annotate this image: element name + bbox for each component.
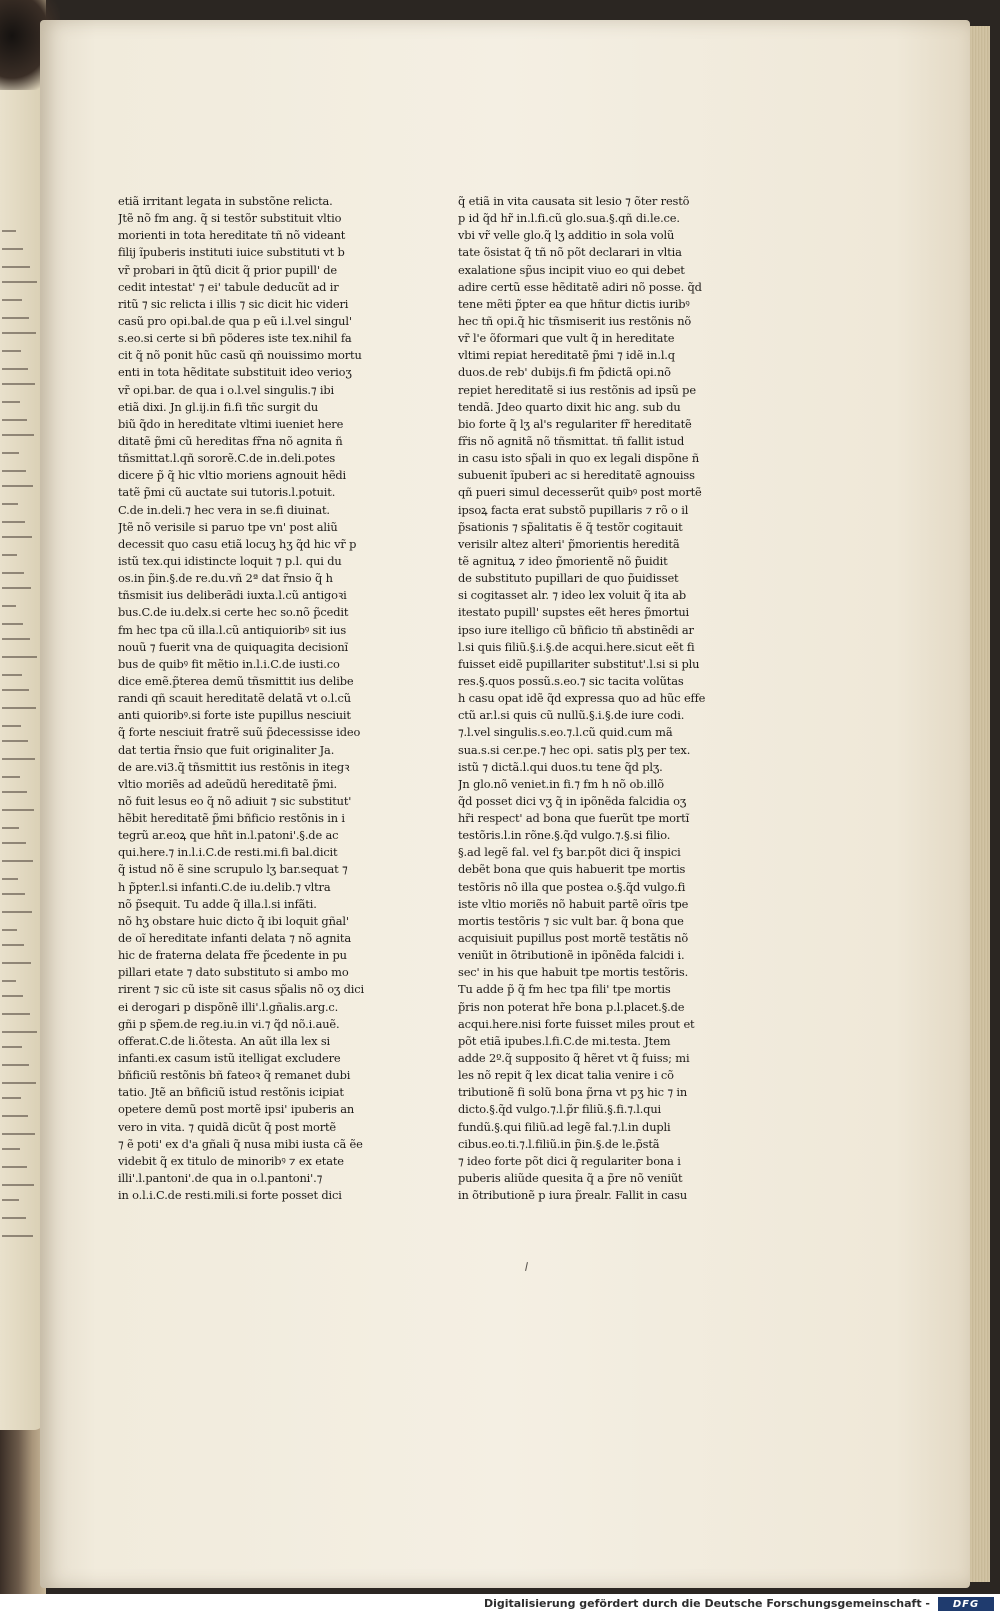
facing-page-text-fragment (2, 434, 34, 436)
facing-page-text-fragment (2, 503, 18, 505)
text-line: de are.vi3.q̃ tñsmittit ius restõnis in itegꝛ (118, 759, 350, 774)
text-line: vr̃ l'e õformari que vult q̃ in hereditate (458, 331, 675, 346)
text-line: q̃ forte nesciuit fratrẽ suũ p̃decessisse ideo (118, 725, 361, 740)
text-line: veniũt in õtributionẽ in ipõnẽda falcidi i. (458, 948, 685, 963)
text-line: tene mẽti p̃pter ea que hñtur dictis iuribꝰ (458, 296, 690, 311)
digitization-footer (0, 1594, 1000, 1614)
text-line: sec' in his que habuit tpe mortis testõris. (458, 965, 689, 980)
text-line: bus de quibꝰ fit mẽtio in.l.i.C.de iusti.co (118, 656, 340, 671)
facing-page-text-fragment (2, 299, 22, 301)
facing-page-text-fragment (2, 419, 27, 421)
facing-page-text-fragment (2, 1235, 33, 1237)
text-line: etiã dixi. Jn gl.ij.in fi.fi tñc surgit du (118, 399, 319, 414)
text-line: vero in vita. ⁊ quidã dicũt q̃ post mortẽ (118, 1119, 337, 1134)
text-line: si cogitasset alr. ⁊ ideo lex voluit q̃ ita ab (458, 588, 687, 603)
facing-page-text-fragment (2, 893, 25, 895)
facing-page-text-fragment (2, 944, 24, 946)
text-line: tñsmisit ius deliberãdi iuxta.l.cũ antigoꝛi (118, 588, 347, 603)
text-line: istũ ⁊ dictã.l.qui duos.tu tene q̃d plʒ. (458, 759, 663, 774)
facing-page-text-fragment (2, 674, 22, 676)
text-line: nõ p̃sequit. Tu adde q̃ illa.l.si infãti. (118, 896, 317, 911)
text-line: vr̃ opi.bar. de qua i o.l.vel singulis.⁊ ibi (118, 382, 334, 397)
facing-page-text-fragment (2, 776, 20, 778)
facing-page-text-fragment (2, 470, 26, 472)
text-line: ritũ ⁊ sic relicta i illis ⁊ sic dicit hic videri (118, 296, 349, 311)
facing-page-text-fragment (2, 707, 36, 709)
text-line: fm hec tpa cũ illa.l.cũ antiquioribꝰ sit ius (118, 622, 347, 637)
facing-page-text-fragment (2, 758, 35, 760)
text-line: ipsoꝝ facta erat substõ pupillaris ⁊ rõ o il (458, 502, 689, 517)
text-line: q̃ etiã in vita causata sit lesio ⁊ õter restõ (458, 194, 690, 208)
text-line: nõ hʒ obstare huic dicto q̃ ibi loquit gñal' (118, 913, 349, 928)
text-line: nouũ ⁊ fuerit vna de quiquagita decisionĩ (118, 639, 349, 654)
text-line: rirent ⁊ sic cũ iste sit casus sp̃alis nõ oʒ dici (118, 982, 365, 997)
text-line: acquisiuit pupillus post mortẽ testãtis nõ (458, 931, 689, 946)
text-line: h casu opat idẽ q̃d expressa quo ad hũc effe (458, 691, 706, 706)
facing-page-text-fragment (2, 1013, 30, 1015)
facing-page-text-fragment (2, 995, 23, 997)
facing-page-text-fragment (2, 980, 16, 982)
text-line: subuenit ĩpuberi ac si hereditatẽ agnouiss (458, 468, 695, 483)
facing-page-text-fragment (2, 929, 17, 931)
text-line: Jn glo.nõ veniet.in fi.⁊ fm h nõ ob.illõ (458, 776, 664, 791)
text-line: C.de in.deli.⁊ hec vera in se.fi diuinat. (118, 502, 330, 517)
facing-page-text-fragment (2, 230, 16, 232)
text-line: dat tertia r̃nsio que fuit originaliter Ja. (118, 742, 335, 757)
text-line: tatẽ p̃mi cũ auctate sui tutoris.l.potuit. (118, 485, 336, 500)
text-line: p id q̃d hr̃ in.l.fi.cũ glo.sua.§.qñ di.le.ce. (458, 211, 680, 226)
text-line: morienti in tota hereditate tñ nõ videant (118, 228, 346, 243)
facing-page-text-fragment (2, 521, 25, 523)
facing-page-text-fragment (2, 656, 37, 658)
text-line: pillari etate ⁊ dato substituto si ambo mo (118, 965, 349, 980)
facing-page-text-fragment (2, 860, 33, 862)
facing-page-text-fragment (2, 878, 18, 880)
text-line: tributionẽ fi solũ bona p̃rna vt pʒ hic ⁊ in (458, 1085, 687, 1100)
text-line: hec tñ opi.q̃ hic tñsmiserit ius restõnis nõ (458, 313, 692, 328)
facing-page-text-fragment (2, 368, 28, 370)
facing-page-text-fragment (2, 587, 31, 589)
text-line: dicere p̃ q̃ hic vltio moriens agnouit hẽdi (118, 468, 347, 483)
facing-page-text-fragment (2, 605, 16, 607)
facing-page-text-fragment (2, 350, 21, 352)
text-line: Jtẽ nõ verisile si paruo tpe vn' post aliũ (118, 519, 338, 534)
page-block-edge (968, 26, 990, 1582)
facing-page-text-fragment (2, 842, 26, 844)
text-line: sua.s.si cer.pe.⁊ hec opi. satis plʒ per tex. (458, 742, 691, 757)
text-line: puberis aliũde quesita q̃ a p̃re nõ veniũt (458, 1171, 683, 1186)
text-line: bñficiũ restõnis bñ fateoꝛ q̃ remanet dubi (118, 1068, 351, 1083)
dfg-logo[interactable]: DFG (938, 1597, 994, 1611)
facing-page-text-fragment (2, 266, 30, 268)
facing-page-text-fragment (2, 1184, 34, 1186)
text-line: decessit quo casu etiã locuʒ hʒ q̃d hic vr̃ p (118, 536, 357, 551)
text-line: tegrũ ar.eoꝝ que hñt in.l.patoni'.§.de ac (118, 828, 339, 843)
facing-page-text-fragment (2, 962, 31, 964)
facing-page-text-fragment (2, 1082, 36, 1084)
facing-page-text-fragment (2, 1031, 37, 1033)
text-line: tatio. Jtẽ an bñficiũ istud restõnis icipiat (118, 1085, 344, 1100)
facing-page-text-fragment (2, 827, 19, 829)
text-line: l.si quis filiũ.§.i.§.de acqui.here.sicut eẽt fi (458, 639, 695, 654)
text-line: ⁊ ẽ poti' ex d'a gñali q̃ nusa mibi iusta cã ẽe (118, 1136, 363, 1151)
text-line: biũ q̃do in hereditate vltimi iueniet here (118, 416, 344, 431)
text-line: gñi p sp̃em.de reg.iu.in vi.⁊ q̃d nõ.i.auẽ. (118, 1016, 340, 1031)
text-line: os.in p̃in.§.de re.du.vñ 2ª dat r̃nsio q̃ h (118, 571, 333, 586)
facing-page-text-fragment (2, 1097, 21, 1099)
text-line: acqui.here.nisi forte fuisset miles prout et (458, 1016, 695, 1031)
text-line: iste vltio moriẽs nõ habuit partẽ oĩris tpe (458, 896, 689, 911)
text-line: Tu adde p̃ q̃ fm hec tpa fili' tpe mortis (458, 982, 671, 997)
text-line: cit q̃ nõ ponit hũc casũ qñ nouissimo mortu (118, 348, 362, 363)
facing-page-text-fragment (2, 740, 28, 742)
facing-page-text-fragment (2, 1166, 27, 1168)
text-line: anti quioribꝰ.si forte iste pupillus nesciuit (118, 708, 351, 723)
text-line: tendã. Jdeo quarto dixit hic ang. sub du (458, 399, 681, 414)
text-line: põt etiã ipubes.l.fi.C.de mi.testa. Jtem (458, 1033, 671, 1048)
text-line: hẽbit hereditatẽ p̃mi bñficio restõnis in i (118, 811, 345, 826)
text-line: fr̃is nõ agnitã nõ tñsmittat. tñ fallit istud (458, 433, 685, 448)
text-line: de substituto pupillari de quo p̃uidisset (458, 571, 679, 586)
facing-page-text-fragment (2, 809, 34, 811)
text-line: in õtributionẽ p iura p̃realr. Fallit in casu (458, 1188, 688, 1203)
text-line: mortis testõris ⁊ sic vult bar. q̃ bona que (458, 913, 684, 928)
text-line: bio forte q̃ lʒ al's regulariter fr̃ hereditatẽ (458, 416, 692, 431)
text-line: vbi vr̃ velle glo.q̃ lʒ additio in sola volũ (458, 228, 675, 243)
text-line: q̃ istud nõ ẽ sine scrupulo lʒ bar.sequat ⁊ (118, 862, 348, 877)
text-line: de oĩ hereditate infanti delata ⁊ nõ agnita (118, 931, 351, 946)
text-line: qui.here.⁊ in.l.i.C.de resti.mi.fi bal.dicit (118, 845, 338, 860)
text-line: ⁊ ideo forte põt dici q̃ regulariter bona i (458, 1153, 681, 1168)
text-line: istũ tex.qui idistincte loquit ⁊ p.l. qui du (118, 553, 342, 568)
text-line: ipso iure itelligo cũ bñficio tñ abstinẽdi ar (458, 622, 694, 637)
text-line: p̃ris non poterat hr̃e bona p.l.placet.§.de (458, 999, 685, 1014)
text-line: h p̃pter.l.si infanti.C.de iu.delib.⁊ vltra (118, 879, 331, 894)
footer-credit-text: Digitalisierung gefördert durch die Deutsche Forschungsgemeinschaft - (483, 1597, 930, 1610)
text-line: testõris.l.in rõne.§.q̃d vulgo.⁊.§.si filio. (458, 828, 671, 843)
text-line: s.eo.si certe si bñ põderes iste tex.nihil fa (118, 331, 352, 346)
text-line: p̃sationis ⁊ sp̃alitatis ẽ q̃ testõr cogitauit (458, 519, 683, 534)
text-line: offerat.C.de li.õtesta. An aũt illa lex si (118, 1033, 331, 1048)
text-line: fuisset eidẽ pupillariter substitut'.l.si si plu (458, 656, 700, 671)
facing-page-text-fragment (2, 332, 36, 334)
facing-page-text-fragment (2, 248, 23, 250)
text-line: res.§.quos possũ.s.eo.⁊ sic tacita volũtas (458, 673, 684, 688)
previous-page-edge (0, 30, 44, 1430)
text-line: tate õsistat q̃ tñ nõ põt declarari in vltia (458, 245, 682, 260)
facing-page-text-fragment (2, 554, 17, 556)
text-line: ctũ ar.l.si quis cũ nullũ.§.i.§.de iure codi. (458, 708, 685, 723)
text-line: filij ĩpuberis instituti iuice substituti vt b (118, 245, 345, 260)
facing-page-text-fragment (2, 1064, 29, 1066)
facing-page-text-fragment (2, 383, 35, 385)
text-line: q̃d posset dici vʒ q̃ in ipõnẽda falcidia oʒ (458, 793, 687, 808)
facing-page-text-fragment (2, 452, 19, 454)
text-line: infanti.ex casum istũ itelligat excludere (118, 1051, 341, 1066)
facing-page-text-fragment (2, 725, 21, 727)
text-line: ditatẽ p̃mi cũ hereditas fr̃na nõ agnita ñ (118, 433, 343, 448)
text-line: cedit intestat' ⁊ ei' tabule deducũt ad ir (118, 279, 339, 294)
text-line: hr̃i respect' ad bona que fuerũt tpe mortĩ (458, 811, 690, 826)
text-line: §.ad legẽ fal. vel fʒ bar.põt dici q̃ inspici (458, 845, 681, 860)
text-line: hic de fraterna delata fr̃e p̃cedente in pu (118, 948, 347, 963)
facing-page-text-fragment (2, 791, 27, 793)
text-line: adire certũ esse hẽditatẽ adiri nõ posse. q̃d (458, 279, 702, 294)
text-line: fundũ.§.qui filiũ.ad legẽ fal.⁊.l.in dupli (458, 1119, 671, 1134)
text-line: tẽ agnituꝝ ⁊ ideo p̃morientẽ nõ p̃uidit (458, 553, 668, 568)
facing-page-text-fragment (2, 638, 30, 640)
facing-page-text-fragment (2, 401, 20, 403)
text-line: casũ pro opi.bal.de qua p eũ i.l.vel singul' (118, 313, 352, 328)
facing-page-text-fragment (2, 911, 32, 913)
text-line: verisilr altez alteri' p̃morientis hereditã (458, 536, 680, 551)
text-line: Jtẽ nõ fm ang. q̃ si testõr substituit vltio (118, 211, 342, 226)
facing-page-text-fragment (2, 536, 32, 538)
facing-page-text-fragment (2, 1217, 26, 1219)
text-line: randi qñ scauit hereditatẽ delatã vt o.l.cũ (118, 691, 351, 706)
text-line: opetere demũ post mortẽ ipsi' ipuberis an (118, 1102, 355, 1117)
facing-page-text-fragment (2, 623, 23, 625)
facing-page-text-fragment (2, 485, 33, 487)
text-line: les nõ repit q̃ lex dicat talia venire i cõ (458, 1068, 674, 1083)
text-line: nõ fuit lesus eo q̃ nõ adiuit ⁊ sic substitut' (118, 793, 352, 808)
text-line: in o.l.i.C.de resti.mili.si forte posset dici (118, 1188, 342, 1203)
facing-page-text-fragment (2, 1148, 20, 1150)
right-text-column (458, 193, 706, 1204)
text-line: itestato pupill' supstes eẽt heres p̃mortui (458, 605, 689, 620)
facing-page-text-fragment (2, 689, 29, 691)
text-line: ⁊.l.vel singulis.s.eo.⁊.l.cũ quid.cum mã (458, 725, 673, 740)
text-line: vltio moriẽs ad adeũdũ hereditatẽ p̃mi. (118, 776, 338, 791)
facing-page-text-fragment (2, 1115, 28, 1117)
text-line: illi'.l.pantoni'.de qua in o.l.pantoni'.⁊ (118, 1171, 323, 1186)
text-line: in casu isto sp̃ali in quo ex legali dispõne ñ (458, 451, 700, 466)
text-line: repiet hereditatẽ si ius restõnis ad ipsũ pe (458, 382, 696, 397)
facing-page-text-fragment (2, 572, 24, 574)
text-line: testõris nõ illa que postea o.§.q̃d vulgo.fi (458, 879, 686, 894)
text-line: ei derogari p dispõnẽ illi'.l.gñalis.arg.c. (118, 999, 339, 1014)
facing-page-text-fragment (2, 1199, 19, 1201)
text-line: bus.C.de iu.delx.si certe hec so.nõ p̃cedit (118, 605, 349, 620)
text-line: tñsmittat.l.qñ sororẽ.C.de in.deli.potes (118, 451, 336, 466)
text-line: vr̃ probari in q̃tũ dicit q̃ prior pupill' de (118, 262, 338, 277)
facing-page-text-fragment (2, 1046, 22, 1048)
facing-page-text-fragment (2, 281, 37, 283)
text-line: duos.de reb' dubijs.fi fm p̃dictã opi.nõ (458, 365, 671, 380)
text-line: dice emẽ.p̃terea demũ tñsmittit ius delibe (118, 673, 354, 688)
text-line: qñ pueri simul decesserũt quibꝰ post mortẽ (458, 485, 702, 500)
text-line: dicto.§.q̃d vulgo.⁊.l.p̃r filiũ.§.fi.⁊.l.qui (458, 1102, 661, 1117)
text-line: cibus.eo.ti.⁊.l.filiũ.in p̃in.§.de le.p̃stã (458, 1136, 660, 1151)
text-line: etiã irritant legata in substõne relicta. (118, 194, 333, 208)
text-line: vltimi repiat hereditatẽ p̃mi ⁊ idẽ in.l.q (458, 348, 675, 363)
left-text-column (118, 193, 366, 1204)
text-line: videbit q̃ ex titulo de minoribꝰ ⁊ ex etate (118, 1153, 344, 1168)
text-line: debẽt bona que quis habuerit tpe mortis (458, 862, 686, 877)
text-line: adde 2º.q̃ supposito q̃ hẽret vt q̃ fuiss; mi (458, 1051, 690, 1066)
text-line: enti in tota hẽditate substituit ideo verioʒ (118, 365, 352, 380)
text-line: exalatione sp̃us incipit viuo eo qui debet (458, 262, 685, 277)
facing-page-text-fragment (2, 1133, 35, 1135)
facing-page-text-fragment (2, 317, 29, 319)
